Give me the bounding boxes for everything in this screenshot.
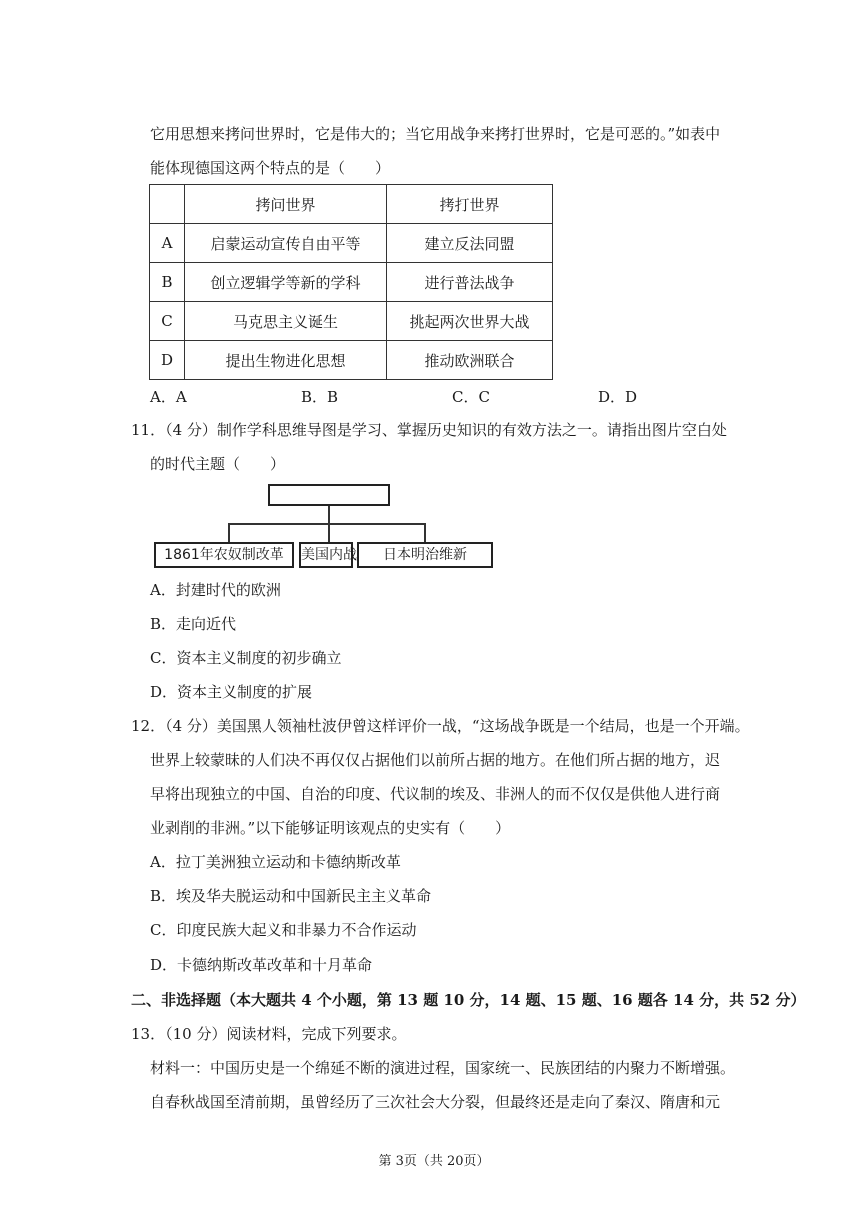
q13-text-line2: 材料一：中国历史是一个绵延不断的演进过程，国家统一、民族团结的内聚力不断增强。 [150,1059,736,1077]
connector-line [228,523,426,525]
table-header-cell: 拷问世界 [185,185,387,224]
leaf-serf-reform: 1861年农奴制改革 [154,542,294,568]
section-heading: 二、非选择题（本大题共 4 个小题，第 13 题 10 分，14 题、15 题、16 题各 14 分，共 52 分） [131,991,806,1009]
choice-c[interactable]: C．C [452,388,490,406]
table-cell: B [150,263,185,302]
q12-text-line2: 世界上较蒙昧的人们决不再仅仅占据他们以前所占据的地方。在他们所占据的地方，迟 [150,751,721,769]
connector-line [228,523,230,542]
table-cell: 推动欧洲联合 [387,341,553,380]
choice-a[interactable]: A．A [150,388,187,406]
connector-line [328,506,330,524]
table-cell: 建立反法同盟 [387,224,553,263]
q12-option-d[interactable]: D．卡德纳斯改革改革和十月革命 [150,956,373,974]
table-cell: 挑起两次世界大战 [387,302,553,341]
leaf-meiji-restoration: 日本明治维新 [357,542,493,568]
table-header-cell [150,185,185,224]
q12-option-c[interactable]: C．印度民族大起义和非暴力不合作运动 [150,921,417,939]
table-row [150,341,553,380]
table-header-row [150,185,553,224]
choice-b[interactable]: B．B [301,388,339,406]
q11-option-a[interactable]: A．封建时代的欧洲 [150,581,281,599]
q10-text-line1: 它用思想来拷问世界时，它是伟大的；当它用战争来拷打世界时，它是可恶的。”如表中 [150,125,721,143]
table-header-cell: 拷打世界 [387,185,553,224]
table-cell: 马克思主义诞生 [185,302,387,341]
q10-table [149,184,553,380]
page-footer: 第 3页（共 20页） [378,1154,490,1169]
table-row [150,224,553,263]
table-cell: 进行普法战争 [387,263,553,302]
table-cell: 提出生物进化思想 [185,341,387,380]
q10-text-line2: 能体现德国这两个特点的是（ ） [150,159,391,177]
table-cell: 创立逻辑学等新的学科 [185,263,387,302]
table-cell: 启蒙运动宣传自由平等 [185,224,387,263]
table-cell: A [150,224,185,263]
connector-line [328,523,330,542]
q12-text-line4: 业剥削的非洲。”以下能够证明该观点的史实有（ ） [150,819,511,837]
q11-option-b[interactable]: B．走向近代 [150,615,237,633]
leaf-american-civil-war: 美国内战 [299,542,353,568]
choice-d[interactable]: D．D [598,388,638,406]
q13-text-line3: 自春秋战国至清前期，虽曾经历了三次社会大分裂，但最终还是走向了秦汉、隋唐和元 [150,1093,721,1111]
q12-text-line3: 早将出现独立的中国、自治的印度、代议制的埃及、非洲人的而不仅仅是供他人进行商 [150,785,721,803]
table-row [150,302,553,341]
q11-text-line2: 的时代主题（ ） [150,455,286,473]
connector-line [424,523,426,542]
q12-option-b[interactable]: B．埃及华夫脱运动和中国新民主主义革命 [150,887,432,905]
mind-map-diagram [150,480,500,575]
table-cell: C [150,302,185,341]
q11-option-c[interactable]: C．资本主义制度的初步确立 [150,649,342,667]
blank-topic-box [268,484,390,506]
table-cell: D [150,341,185,380]
q13-text-line1: 13．（10 分）阅读材料，完成下列要求。 [131,1025,407,1043]
q12-text-line1: 12．（4 分）美国黑人领袖杜波伊曾这样评价一战，“这场战争既是一个结局，也是一个开端。 [131,717,750,735]
q12-option-a[interactable]: A．拉丁美洲独立运动和卡德纳斯改革 [150,853,401,871]
q11-text-line1: 11．（4 分）制作学科思维导图是学习、掌握历史知识的有效方法之一。请指出图片空白处 [131,421,727,439]
table-row [150,263,553,302]
q11-option-d[interactable]: D．资本主义制度的扩展 [150,683,313,701]
